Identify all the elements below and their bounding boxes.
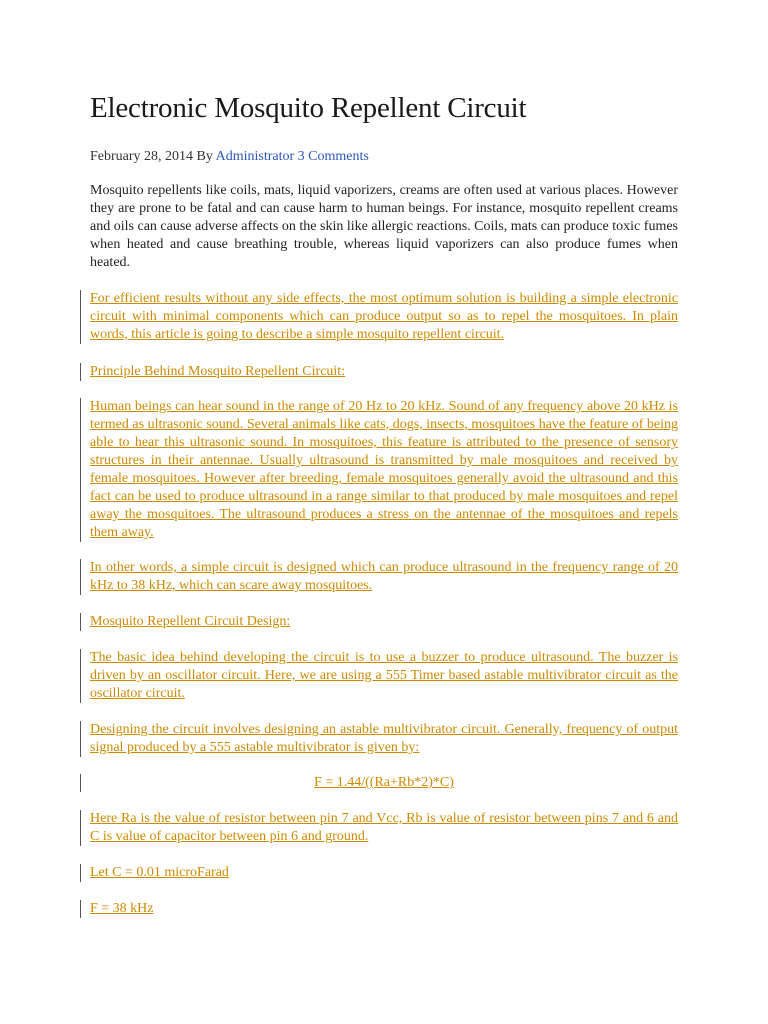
highlight-paragraph-buzzer[interactable]: The basic idea behind developing the circuit is to use a buzzer to produce ultrasound. The buzzer is driven by an oscillator circuit. Here, we are using a 555 Timer based astable multivibrator circuit as the oscillator circuit. bbox=[90, 650, 678, 701]
highlight-paragraph-range[interactable]: In other words, a simple circuit is designed which can produce ultrasound in the frequency range of 20 kHz to 38 kHz, which can scare away mosquitoes. bbox=[90, 560, 678, 593]
article-meta bbox=[90, 149, 369, 165]
comments-link[interactable]: 3 Comments bbox=[297, 149, 369, 164]
paragraph-marker-bar bbox=[80, 721, 81, 757]
section-heading-design[interactable]: Mosquito Repellent Circuit Design: bbox=[90, 614, 291, 629]
value-capacitor[interactable]: Let C = 0.01 microFarad bbox=[90, 865, 229, 880]
paragraph-marker-bar bbox=[80, 398, 81, 542]
intro-paragraph: Mosquito repellents like coils, mats, liquid vaporizers, creams are often used at various places. However they are prone to be fatal and can cause harm to human beings. For instance, mosquito repellent creams and oils can cause adverse affects on the skin like allergic reactions. Coils, mats can produce toxic fumes when heated and cause breathing trouble, whereas liquid vaporizers can also produce fumes when heated. bbox=[90, 183, 678, 270]
highlight-paragraph-solution[interactable]: For efficient results without any side effects, the most optimum solution is building a simple electronic circuit with minimal components which can produce output so as to repel the mosquitoes. In plain words, this article is going to describe a simple mosquito repellent circuit. bbox=[90, 291, 678, 342]
highlight-paragraph-components[interactable]: Here Ra is the value of resistor between pin 7 and Vcc, Rb is value of resistor between pins 7 and 6 and C is value of capacitor between pin 6 and ground. bbox=[90, 811, 678, 844]
section-heading-principle[interactable]: Principle Behind Mosquito Repellent Circuit: bbox=[90, 364, 346, 379]
highlight-paragraph-principle[interactable]: Human beings can hear sound in the range of 20 Hz to 20 kHz. Sound of any frequency above 20 kHz is termed as ultrasonic sound. Several animals like cats, dogs, insects, mosquitoes have the feature of being able to hear this ultrasonic sound. In mosquitoes, this feature is attributed to the presence of sensory structures in their antennae. Usually ultrasound is transmitted by male mosquitoes and received by female mosquitoes. However after breeding, female mosquitoes generally avoid the ultrasound and this fact can be used to produce ultrasound in a range similar to that produced by male mosquitoes and repel away the mosquitoes. The ultrasound produces a stress on the antennae of the mosquitoes and repels them away. bbox=[90, 399, 678, 540]
paragraph-marker-bar bbox=[80, 774, 81, 792]
paragraph-marker-bar bbox=[80, 559, 81, 595]
paragraph-marker-bar bbox=[80, 864, 81, 882]
paragraph-marker-bar bbox=[80, 290, 81, 344]
paragraph-marker-bar bbox=[80, 363, 81, 381]
paragraph-marker-bar bbox=[80, 649, 81, 703]
article-title: Electronic Mosquito Repellent Circuit bbox=[90, 92, 527, 124]
paragraph-marker-bar bbox=[80, 900, 81, 918]
paragraph-marker-bar bbox=[80, 810, 81, 846]
formula-frequency[interactable]: F = 1.44/((Ra+Rb*2)*C) bbox=[314, 775, 454, 790]
paragraph-marker-bar bbox=[80, 613, 81, 631]
value-frequency[interactable]: F = 38 kHz bbox=[90, 901, 154, 916]
highlight-paragraph-astable[interactable]: Designing the circuit involves designing an astable multivibrator circuit. Generally, frequency of output signal produced by a 555 astable multivibrator is given by: bbox=[90, 722, 678, 755]
author-link[interactable]: Administrator bbox=[215, 149, 295, 164]
post-date-byline: February 28, 2014 By bbox=[90, 149, 216, 164]
